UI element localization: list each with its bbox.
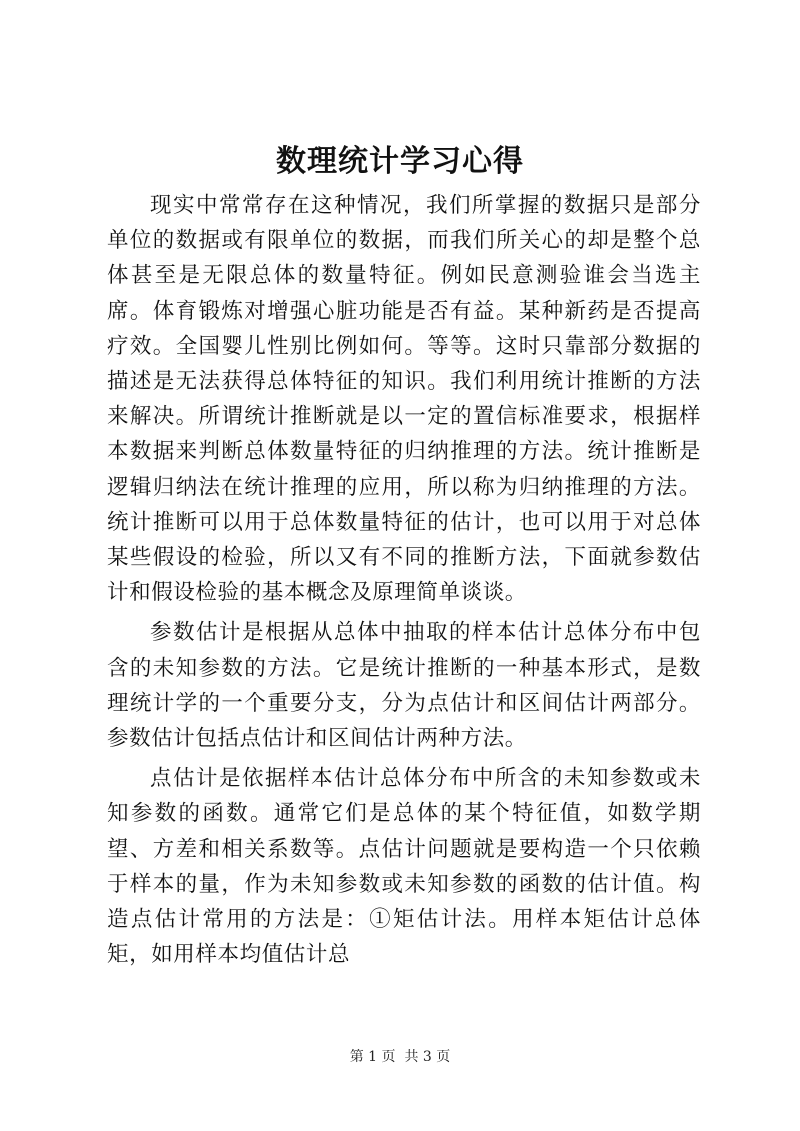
paragraph-1: 现实中常常存在这种情况，我们所掌握的数据只是部分单位的数据或有限单位的数据，而我们所关心的却是整个总体甚至是无限总体的数量特征。例如民意测验谁会当选主席。体育锻炼对增强心脏功能是否有益。某种新药是否提高疗效。全国婴儿性别比例如何。等等。这时只靠部分数据的描述是无法获得总体特征的知识。我们利用统计推断的方法来解决。所谓统计推断就是以一定的置信标准要求，根据样本数据来判断总体数量特征的归纳推理的方法。统计推断是逻辑归纳法在统计推理的应用，所以称为归纳推理的方法。统计推断可以用于总体数量特征的估计，也可以用于对总体某些假设的检验，所以又有不同的推断方法，下面就参数估计和假设检验的基本概念及原理简单谈谈。 [107, 193, 701, 606]
page-number: 第 1 页 [349, 1049, 396, 1065]
page-footer [0, 1047, 800, 1067]
paragraph-3: 点估计是依据样本估计总体分布中所含的未知参数或未知参数的函数。通常它们是总体的某个特征值，如数学期望、方差和相关系数等。点估计问题就是要构造一个只依赖于样本的量，作为未知参数或未知参数的函数的估计值。构造点估计常用的方法是：①矩估计法。用样本矩估计总体矩，如用样本均值估计总 [107, 766, 701, 968]
document-title: 数理统计学习心得 [276, 144, 524, 179]
paragraph-2: 参数估计是根据从总体中抽取的样本估计总体分布中包含的未知参数的方法。它是统计推断的一种基本形式，是数理统计学的一个重要分支，分为点估计和区间估计两部分。参数估计包括点估计和区间估计两种方法。 [107, 620, 701, 752]
document-body [107, 188, 701, 977]
page-total: 共 3 页 [404, 1049, 451, 1065]
